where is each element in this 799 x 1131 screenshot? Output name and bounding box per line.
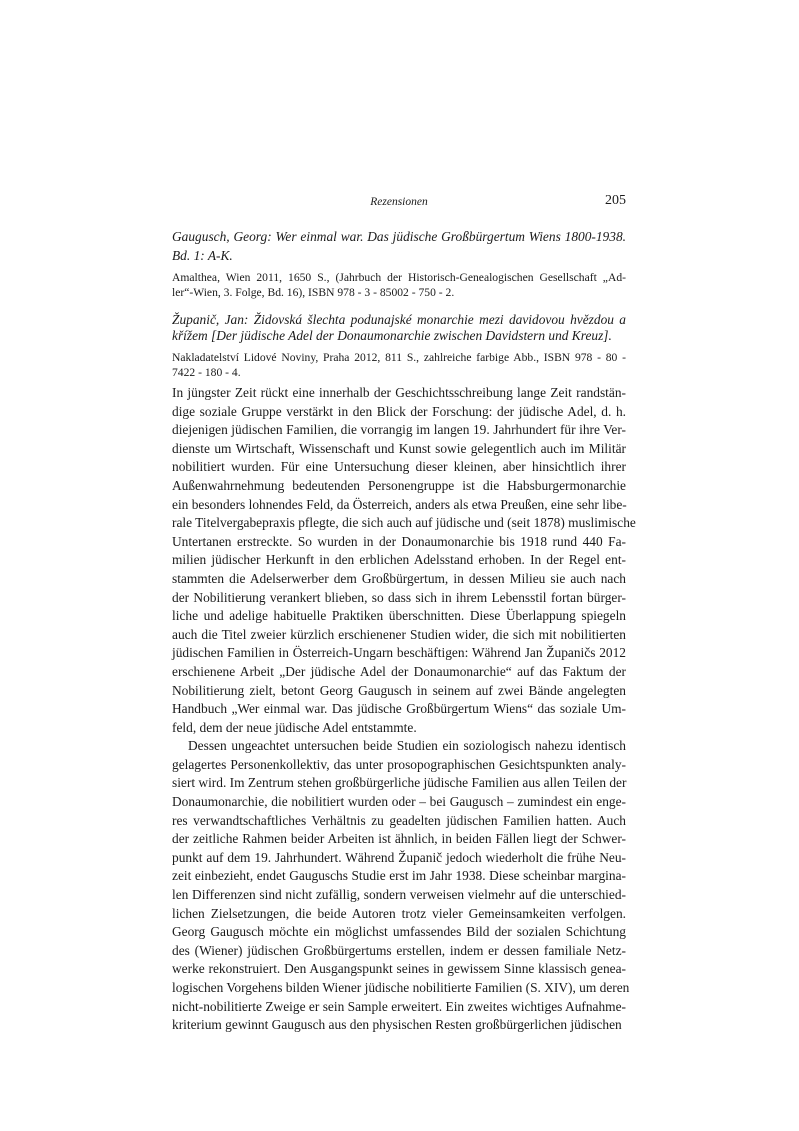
entry-title <box>172 312 626 344</box>
body-line: diejenigen jüdischen Familien, die vorrangig im langen 19. Jahrhundert für ihre Ver- <box>172 422 626 438</box>
body-line: Untertanen erstreckte. So wurden in der Donaumonarchie bis 1918 rund 440 Fa- <box>172 533 626 549</box>
body-line: Nobilitierung zielt, betont Georg Gaugusch in seinem auf zwei Bände angelegten <box>172 682 626 698</box>
body-line: nobilitiert wurden. Für eine Untersuchung dieser kleinen, aber hinsichtlich ihrer <box>172 459 626 475</box>
body-line: der zeitliche Rahmen beider Arbeiten ist ähnlich, in beiden Fällen liegt der Schwer- <box>172 831 626 847</box>
running-title: Rezensionen <box>370 196 428 208</box>
body-line: lichen Zielsetzungen, die beide Autoren trotz vieler Gemeinsamkeiten verfolgen. <box>172 905 626 921</box>
entry-meta-line: ler“-Wien, 3. Folge, Bd. 16), ISBN 978 - 3 - 85002 - 750 - 2. <box>172 285 455 299</box>
body-line: Dessen ungeachtet untersuchen beide Studien ein soziologisch nahezu identisch <box>188 738 626 754</box>
entry-publication-details <box>172 270 626 300</box>
body-line: liche und adelige habituelle Praktiken überschnitten. Diese Überlappung spiegeln <box>172 608 626 624</box>
body-line: res verwandtschaftliches Verhältnis zu geadelten jüdischen Familien hatten. Auch <box>172 812 626 828</box>
body-line: der Nobilitierung verankert blieben, so dass sich in ihrem Lebensstil fortan bürger- <box>172 589 626 605</box>
body-line: auch die Titel zweier kürzlich erschienener Studien wider, die sich mit nobilitierten <box>172 626 626 642</box>
body-line: Handbuch „Wer einmal war. Das jüdische Großbürgertum Wiens“ das soziale Um- <box>172 701 626 717</box>
body-line: zeit einbezieht, endet Gauguschs Studie erst im Jahr 1938. Diese scheinbar margina- <box>172 868 626 884</box>
body-line: ein besonders lohnendes Feld, da Österreich, anders als etwa Preußen, eine sehr libe- <box>172 496 627 512</box>
body-line: dige soziale Gruppe verstärkt in den Blick der Forschung: der jüdische Adel, d. h. <box>172 403 626 419</box>
body-line: feld, dem der neue jüdische Adel entstammte. <box>172 719 417 735</box>
entry-publication-details <box>172 350 626 380</box>
body-line: stammten die Adelserwerber dem Großbürgertum, in dessen Milieu sie auch nach <box>172 570 626 586</box>
entry-title-line: křížem [Der jüdische Adel der Donaumonarchie zwischen Davidstern und Kreuz]. <box>172 328 612 343</box>
body-line: In jüngster Zeit rückt eine innerhalb der Geschichtsschreibung lange Zeit randstän- <box>172 385 626 400</box>
entry-title <box>172 229 626 264</box>
body-line: punkt auf dem 19. Jahrhundert. Während Županič jedoch wiederholt die frühe Neu- <box>172 849 626 865</box>
body-line: logischen Vorgehens bilden Wiener jüdische nobilitierte Familien (S. XIV), um deren <box>172 980 630 995</box>
entry-meta-line: Nakladatelství Lidové Noviny, Praha 2012, 811 S., zahlreiche farbige Abb., ISBN 978 - 80 - <box>172 351 626 364</box>
body-line: siert wird. Im Zentrum stehen großbürgerliche jüdische Familien aus allen Teilen der <box>172 775 627 791</box>
body-line: jüdischen Familien in Österreich-Ungarn beschäftigen: Während Jan Županičs 2012 <box>172 645 626 661</box>
body-line: Außenwahrnehmung bedeutenden Personengruppe ist die Habsburgermonarchie <box>172 477 626 493</box>
entry-title-line: Bd. 1: A-K. <box>172 247 233 263</box>
body-line: erschienene Arbeit „Der jüdische Adel der Donaumonarchie“ auf das Faktum der <box>172 663 626 679</box>
body-line: kriterium gewinnt Gaugusch aus den physischen Resten großbürgerlichen jüdischen <box>172 1017 622 1033</box>
entry-title-line: Gaugusch, Georg: Wer einmal war. Das jüdische Großbürgertum Wiens 1800-1938. <box>172 229 626 244</box>
body-line: Georg Gaugusch möchte ein möglichst umfassendes Bild der sozialen Schichtung <box>172 924 626 940</box>
review-entry-gaugusch <box>172 229 626 300</box>
running-head <box>172 193 626 213</box>
body-line: milien jüdischer Herkunft in den erblichen Adelsstand erhoben. In der Regel ent- <box>172 552 626 568</box>
review-entry-zupanic <box>172 312 626 380</box>
entry-meta-line: 7422 - 180 - 4. <box>172 366 241 379</box>
page-number: 205 <box>605 193 626 208</box>
body-line: des (Wiener) jüdischen Großbürgertums erstellen, indem er dessen familiale Netz- <box>172 942 626 958</box>
body-line: Donaumonarchie, die nobilitiert wurden oder – bei Gaugusch – zumindest ein enge- <box>172 794 626 810</box>
body-paragraph-2 <box>172 737 630 1035</box>
review-body <box>172 384 636 1035</box>
body-line: rale Titelvergabepraxis pflegte, die sich auch auf jüdische und (seit 1878) muslimische <box>172 515 636 531</box>
entry-meta-line: Amalthea, Wien 2011, 1650 S., (Jahrbuch der Historisch-Genealogischen Gesellschaft „Ad- <box>172 270 626 284</box>
body-line: len Differenzen sind nicht zufällig, sondern verweisen vielmehr auf die unterschied- <box>172 887 626 903</box>
body-line: werke rekonstruiert. Den Ausgangspunkt seines in gewissem Sinne klassisch genea- <box>172 961 626 977</box>
body-paragraph-1 <box>172 384 636 737</box>
body-line: nicht-nobilitierte Zweige er sein Sample erweitert. Ein zweites wichtiges Aufnahme- <box>172 998 626 1014</box>
entry-title-line: Županič, Jan: Židovská šlechta podunajské monarchie mezi davidovou hvězdou a <box>172 312 626 327</box>
body-line: dienste um Wirtschaft, Wissenschaft und Kunst sowie gelegentlich auch im Militär <box>172 440 626 456</box>
body-line: gelagertes Personenkollektiv, das unter prosopographischen Gesichtspunkten analy- <box>172 756 626 772</box>
